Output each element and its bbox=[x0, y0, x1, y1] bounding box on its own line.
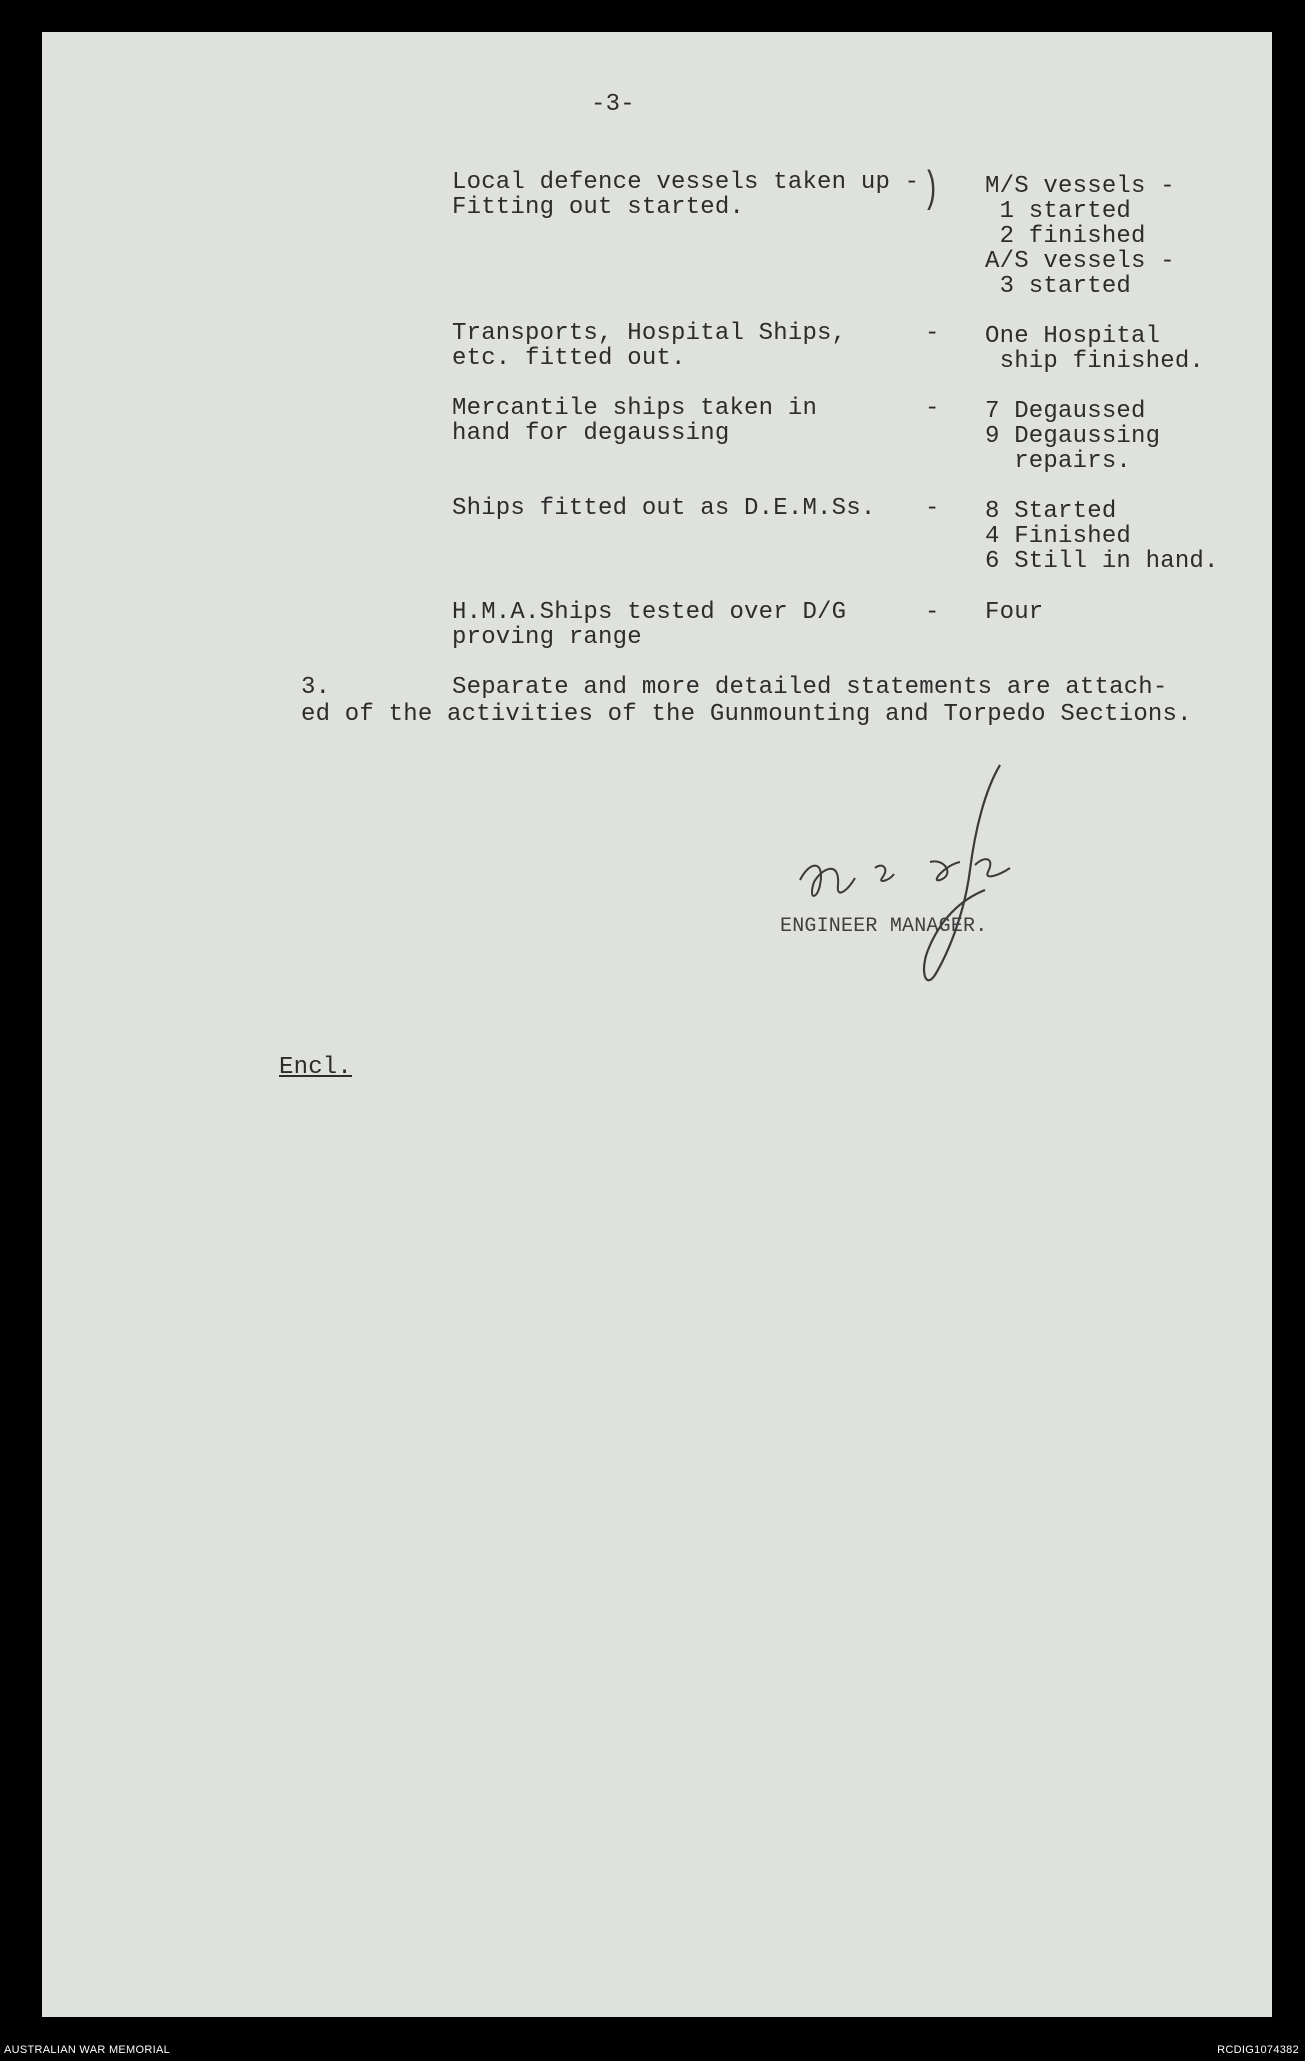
footer-id: RCDIG1074382 bbox=[1217, 2044, 1299, 2056]
item-3-result-line-1: 7 Degaussed bbox=[985, 398, 1146, 425]
footer-source: AUSTRALIAN WAR MEMORIAL bbox=[4, 2044, 171, 2056]
item-3-label-line-2: hand for degaussing bbox=[452, 420, 730, 447]
item-5-dash: - bbox=[925, 599, 940, 626]
item-2-label-line-2: etc. fitted out. bbox=[452, 345, 686, 372]
item-2-result-line-2: ship finished. bbox=[985, 348, 1205, 375]
item-1-result-line-1: M/S vessels - bbox=[985, 173, 1175, 200]
item-4-label-line-1: Ships fitted out as D.E.M.Ss. bbox=[452, 495, 876, 522]
page-number: -3- bbox=[591, 91, 635, 118]
signature-title: ENGINEER MANAGER. bbox=[780, 915, 988, 938]
item-5-result-line-1: Four bbox=[985, 599, 1044, 626]
brace-icon: ) bbox=[923, 165, 939, 215]
item-2-label-line-1: Transports, Hospital Ships, bbox=[452, 320, 847, 347]
para-3-line-1: Separate and more detailed statements are attach- bbox=[452, 674, 1168, 701]
item-4-result-line-3: 6 Still in hand. bbox=[985, 548, 1219, 575]
item-3-label-line-1: Mercantile ships taken in bbox=[452, 395, 818, 422]
item-4-dash: - bbox=[925, 495, 940, 522]
item-1-result-line-4: A/S vessels - bbox=[985, 248, 1175, 275]
signature-image bbox=[770, 750, 1100, 990]
item-1-result-line-2: 1 started bbox=[985, 198, 1132, 225]
item-2-result-line-1: One Hospital bbox=[985, 323, 1161, 350]
para-3-line-2: ed of the activities of the Gunmounting and Torpedo Sections. bbox=[301, 701, 1192, 728]
item-5-label-line-1: H.M.A.Ships tested over D/G bbox=[452, 599, 847, 626]
item-2-dash: - bbox=[925, 320, 940, 347]
item-3-result-line-3: repairs. bbox=[985, 448, 1132, 475]
item-4-result-line-2: 4 Finished bbox=[985, 523, 1132, 550]
item-5-label-line-2: proving range bbox=[452, 624, 642, 651]
para-3-number: 3. bbox=[301, 674, 331, 701]
enclosure-label: Encl. bbox=[279, 1054, 353, 1081]
item-1-label-line-2: Fitting out started. bbox=[452, 194, 745, 221]
item-1-result-line-3: 2 finished bbox=[985, 223, 1146, 250]
item-3-result-line-2: 9 Degaussing bbox=[985, 423, 1161, 450]
item-1-result-line-5: 3 started bbox=[985, 273, 1132, 300]
item-3-dash: - bbox=[925, 395, 940, 422]
item-4-result-line-1: 8 Started bbox=[985, 498, 1117, 525]
item-1-label-line-1: Local defence vessels taken up - bbox=[452, 169, 920, 196]
